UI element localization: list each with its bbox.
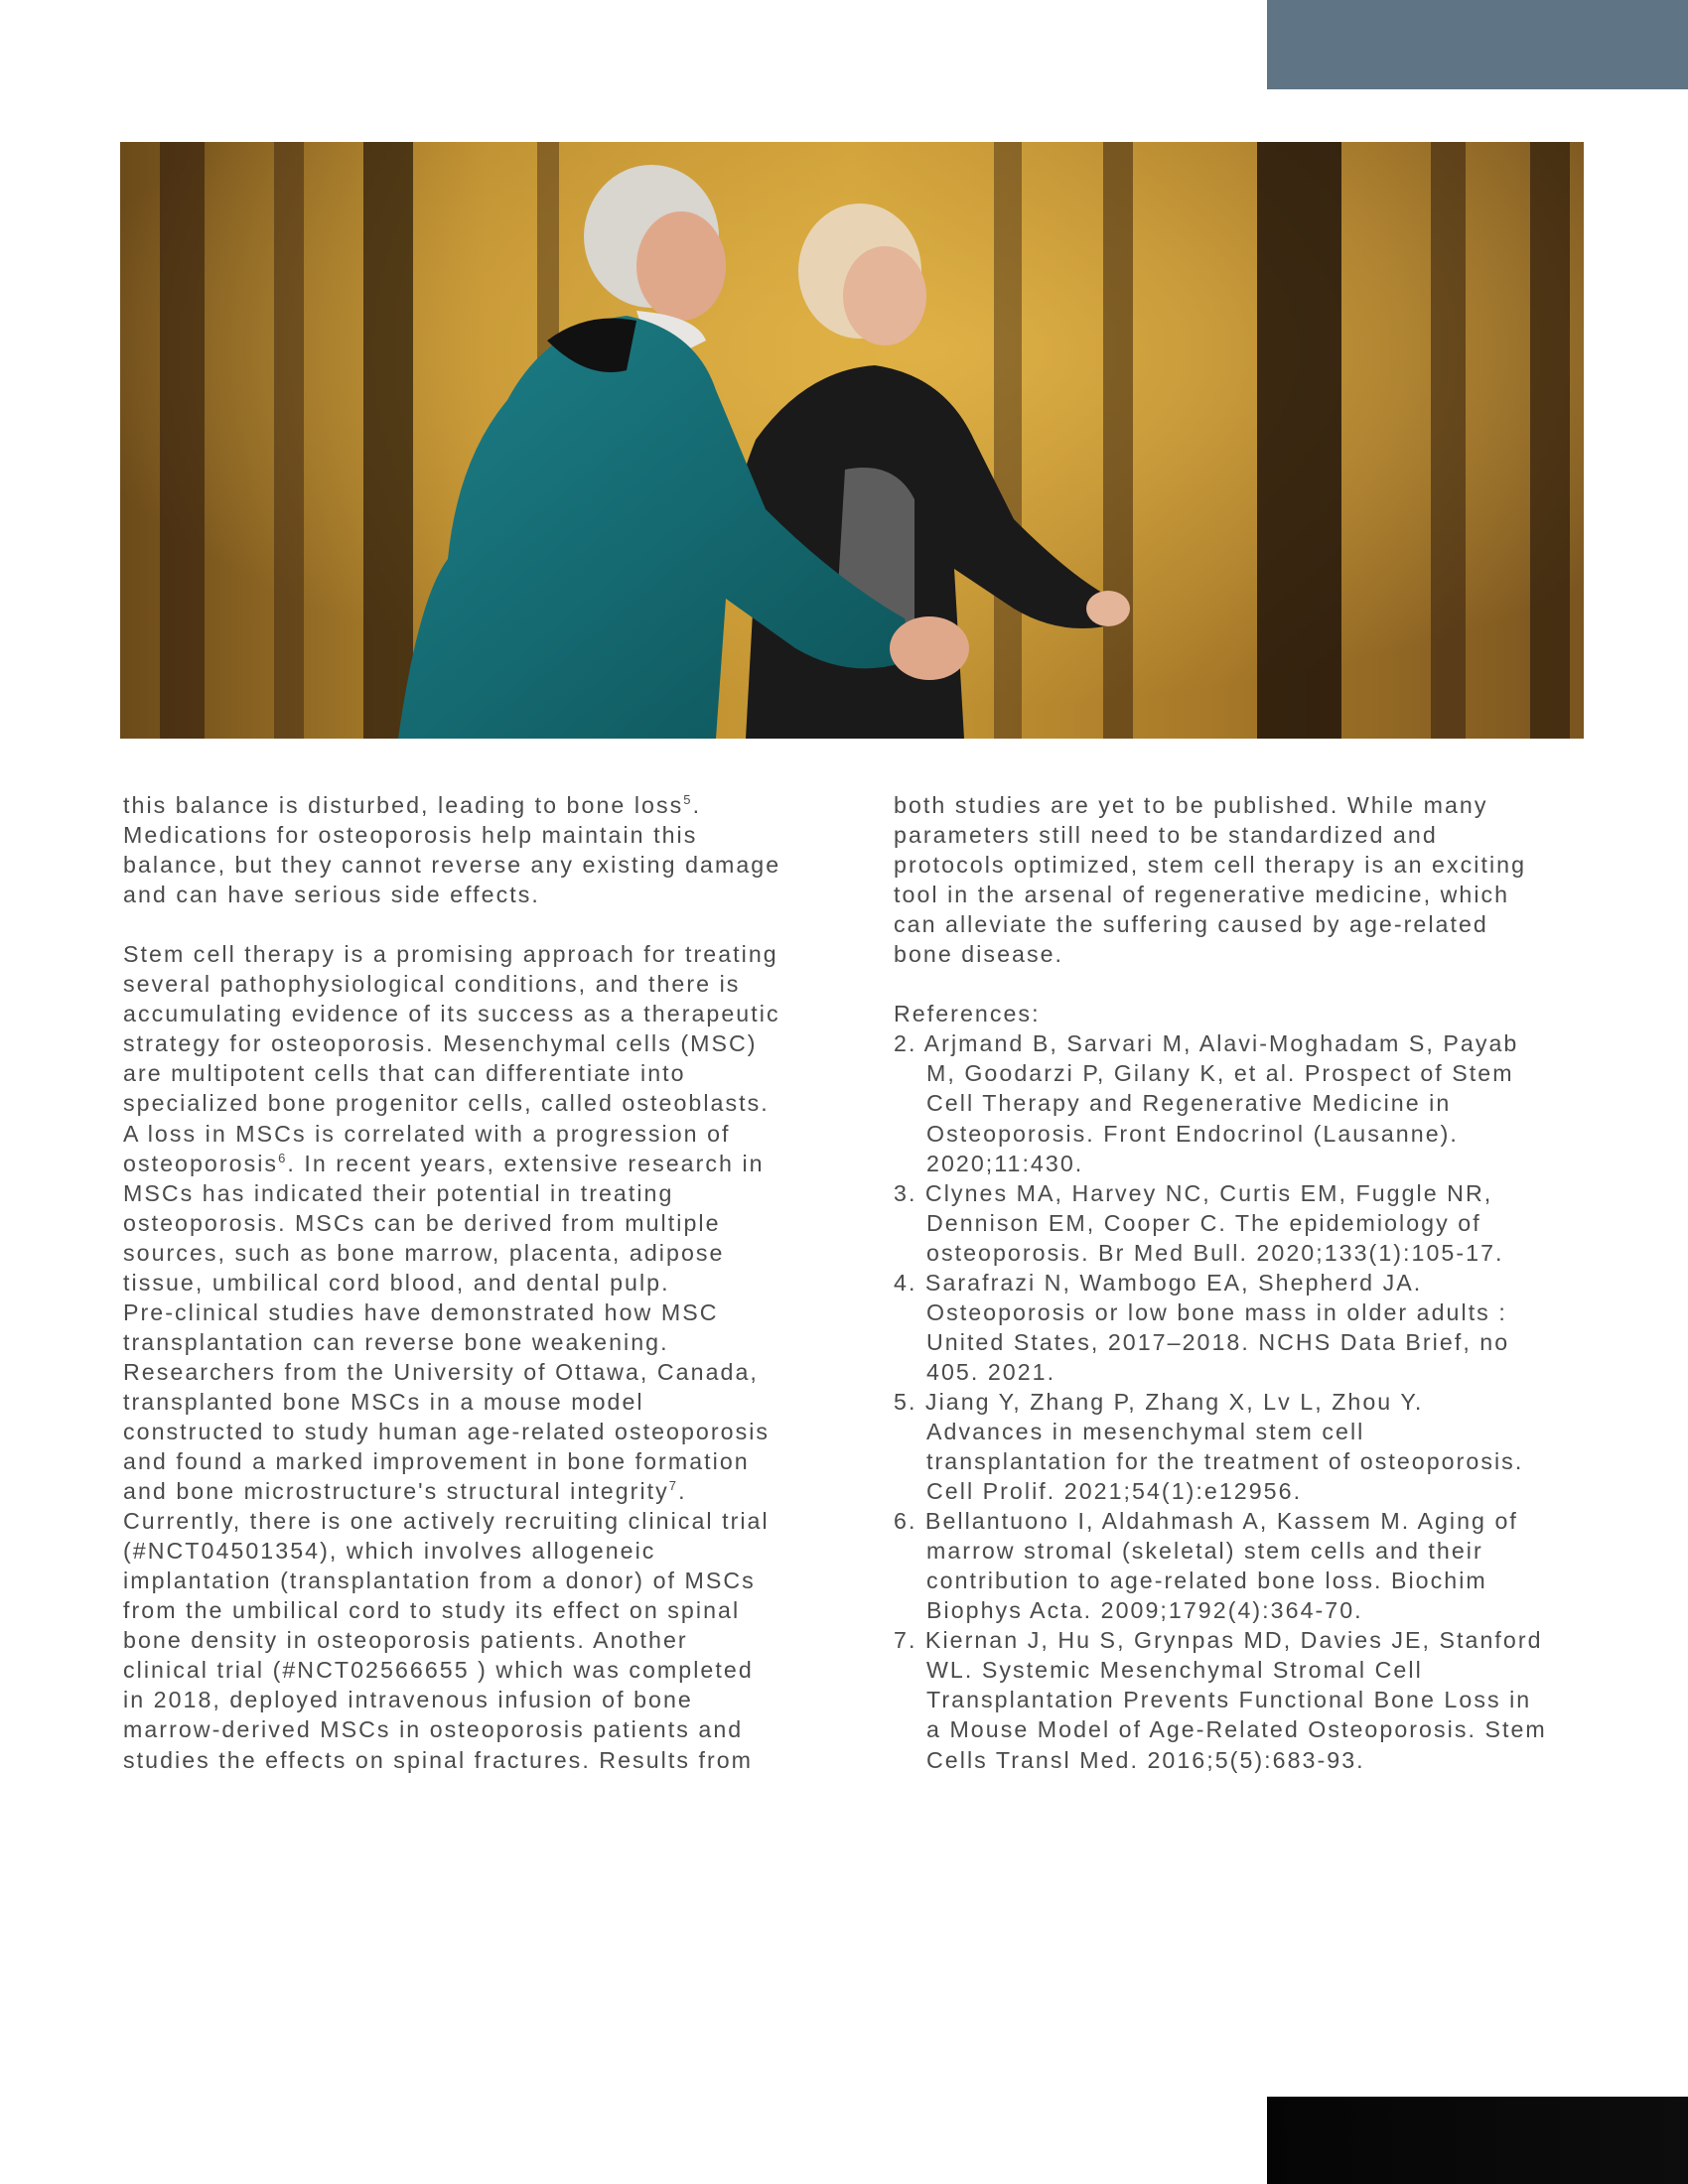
body-line: from the umbilical cord to study its effect on spinal — [123, 1597, 741, 1624]
body-line: parameters still need to be standardized and — [894, 822, 1438, 849]
paragraph-gap — [894, 969, 1618, 999]
reference-line: a Mouse Model of Age-Related Osteoporosis. Stem — [926, 1716, 1547, 1743]
body-line: several pathophysiological conditions, and there is — [123, 971, 741, 998]
reference-line: 2020;11:430. — [926, 1150, 1084, 1176]
body-line: and found a marked improvement in bone formation — [123, 1448, 750, 1475]
reference-first-line: 3. Clynes MA, Harvey NC, Curtis EM, Fuggle NR, — [894, 1179, 1493, 1206]
body-line: Stem cell therapy is a promising approach for treating — [123, 941, 778, 968]
body-line: Currently, there is one actively recruiting clinical trial — [123, 1508, 770, 1535]
body-line: Pre-clinical studies have demonstrated how MSC — [123, 1298, 719, 1325]
body-line: can alleviate the suffering caused by age-related — [894, 911, 1488, 938]
reference-line: Biophys Acta. 2009;1792(4):364-70. — [926, 1597, 1363, 1624]
reference-line: contribution to age-related bone loss. Biochim — [926, 1568, 1487, 1594]
reference-item — [894, 1387, 1618, 1506]
references-heading: References: — [894, 1001, 1041, 1027]
body-line: bone disease. — [894, 941, 1064, 968]
reference-line: marrow stromal (skeletal) stem cells and their — [926, 1538, 1483, 1565]
body-line: protocols optimized, stem cell therapy is an exciting — [894, 852, 1527, 879]
body-line: transplantation can reverse bone weakening. — [123, 1328, 669, 1355]
reference-line: WL. Systemic Mesenchymal Stromal Cell — [926, 1657, 1423, 1684]
reference-line: Osteoporosis. Front Endocrinol (Lausanne). — [926, 1120, 1459, 1147]
body-line: A loss in MSCs is correlated with a progression of — [123, 1120, 731, 1147]
reference-line: United States, 2017–2018. NCHS Data Brief, no — [926, 1328, 1510, 1355]
reference-line: M, Goodarzi P, Gilany K, et al. Prospect of Stem — [926, 1060, 1514, 1087]
left-text-column — [123, 790, 858, 1775]
body-line: accumulating evidence of its success as a therapeutic — [123, 1001, 780, 1027]
reference-line: Osteoporosis or low bone mass in older adults : — [926, 1298, 1507, 1325]
reference-list — [894, 1028, 1618, 1774]
reference-item — [894, 1625, 1618, 1774]
body-line: studies the effects on spinal fractures. Results from — [123, 1746, 754, 1773]
bottom-decorative-bar — [1267, 2097, 1688, 2184]
reference-line: Cells Transl Med. 2016;5(5):683-93. — [926, 1746, 1365, 1773]
body-line: marrow-derived MSCs in osteoporosis patients and — [123, 1716, 744, 1743]
body-line: transplanted bone MSCs in a mouse model — [123, 1388, 644, 1415]
reference-line: 405. 2021. — [926, 1358, 1056, 1385]
reference-line: Transplantation Prevents Functional Bone Loss in — [926, 1687, 1532, 1713]
body-line: balance, but they cannot reverse any existing damage — [123, 852, 781, 879]
body-line: and can have serious side effects. — [123, 882, 540, 908]
body-line: strategy for osteoporosis. Mesenchymal cells (MSC) — [123, 1030, 758, 1057]
body-line: specialized bone progenitor cells, called osteoblasts. — [123, 1090, 770, 1117]
body-line: implantation (transplantation from a donor) of MSCs — [123, 1568, 756, 1594]
reference-first-line: 5. Jiang Y, Zhang P, Zhang X, Lv L, Zhou Y. — [894, 1388, 1424, 1415]
body-line: osteoporosis$^6$. In recent years, extensive research in — [123, 1150, 765, 1176]
reference-line: Dennison EM, Cooper C. The epidemiology of — [926, 1209, 1481, 1236]
body-line: (#NCT04501354), which involves allogeneic — [123, 1538, 656, 1565]
reference-first-line: 2. Arjmand B, Sarvari M, Alavi-Moghadam S, Payab — [894, 1030, 1519, 1057]
body-line: osteoporosis. MSCs can be derived from multiple — [123, 1209, 721, 1236]
body-line: Medications for osteoporosis help maintain this — [123, 822, 698, 849]
citation-superscript: 6 — [278, 1150, 288, 1165]
reference-item — [894, 1506, 1618, 1625]
reference-first-line: 7. Kiernan J, Hu S, Grynpas MD, Davies JE, Stanford — [894, 1627, 1543, 1654]
body-line: MSCs has indicated their potential in treating — [123, 1179, 674, 1206]
reference-line: Advances in mesenchymal stem cell — [926, 1418, 1365, 1444]
reference-line: osteoporosis. Br Med Bull. 2020;133(1):105-17. — [926, 1239, 1504, 1266]
paragraph-gap — [123, 909, 858, 939]
reference-line: transplantation for the treatment of osteoporosis. — [926, 1448, 1524, 1475]
body-line: constructed to study human age-related osteoporosis — [123, 1418, 771, 1444]
reference-first-line: 6. Bellantuono I, Aldahmash A, Kassem M. Aging of — [894, 1508, 1518, 1535]
body-line: this balance is disturbed, leading to bone loss$^5$. — [123, 792, 702, 818]
reference-item — [894, 1178, 1618, 1268]
body-line: Researchers from the University of Ottawa, Canada, — [123, 1358, 759, 1385]
right-text-column — [894, 790, 1618, 1775]
body-line: tissue, umbilical cord blood, and dental pulp. — [123, 1269, 670, 1296]
reference-line: Cell Prolif. 2021;54(1):e12956. — [926, 1478, 1303, 1505]
reference-item — [894, 1268, 1618, 1387]
top-decorative-bar — [1267, 0, 1688, 89]
reference-item — [894, 1028, 1618, 1177]
body-line: clinical trial (#NCT02566655 ) which was completed — [123, 1657, 754, 1684]
body-line: and bone microstructure's structural integrity$^7$. — [123, 1478, 687, 1505]
citation-superscript: 7 — [668, 1478, 679, 1494]
body-line: both studies are yet to be published. While many — [894, 792, 1488, 818]
body-line: bone density in osteoporosis patients. Another — [123, 1627, 688, 1654]
body-line: sources, such as bone marrow, placenta, adipose — [123, 1239, 725, 1266]
reference-first-line: 4. Sarafrazi N, Wambogo EA, Shepherd JA. — [894, 1269, 1423, 1296]
citation-superscript: 5 — [683, 792, 693, 807]
hero-photo — [120, 142, 1584, 739]
body-line: are multipotent cells that can differentiate into — [123, 1060, 686, 1087]
reference-line: Cell Therapy and Regenerative Medicine in — [926, 1090, 1452, 1117]
photo-senior-couple-jogging-icon — [120, 142, 1584, 739]
body-line: in 2018, deployed intravenous infusion of bone — [123, 1687, 693, 1713]
body-line: tool in the arsenal of regenerative medicine, which — [894, 882, 1510, 908]
